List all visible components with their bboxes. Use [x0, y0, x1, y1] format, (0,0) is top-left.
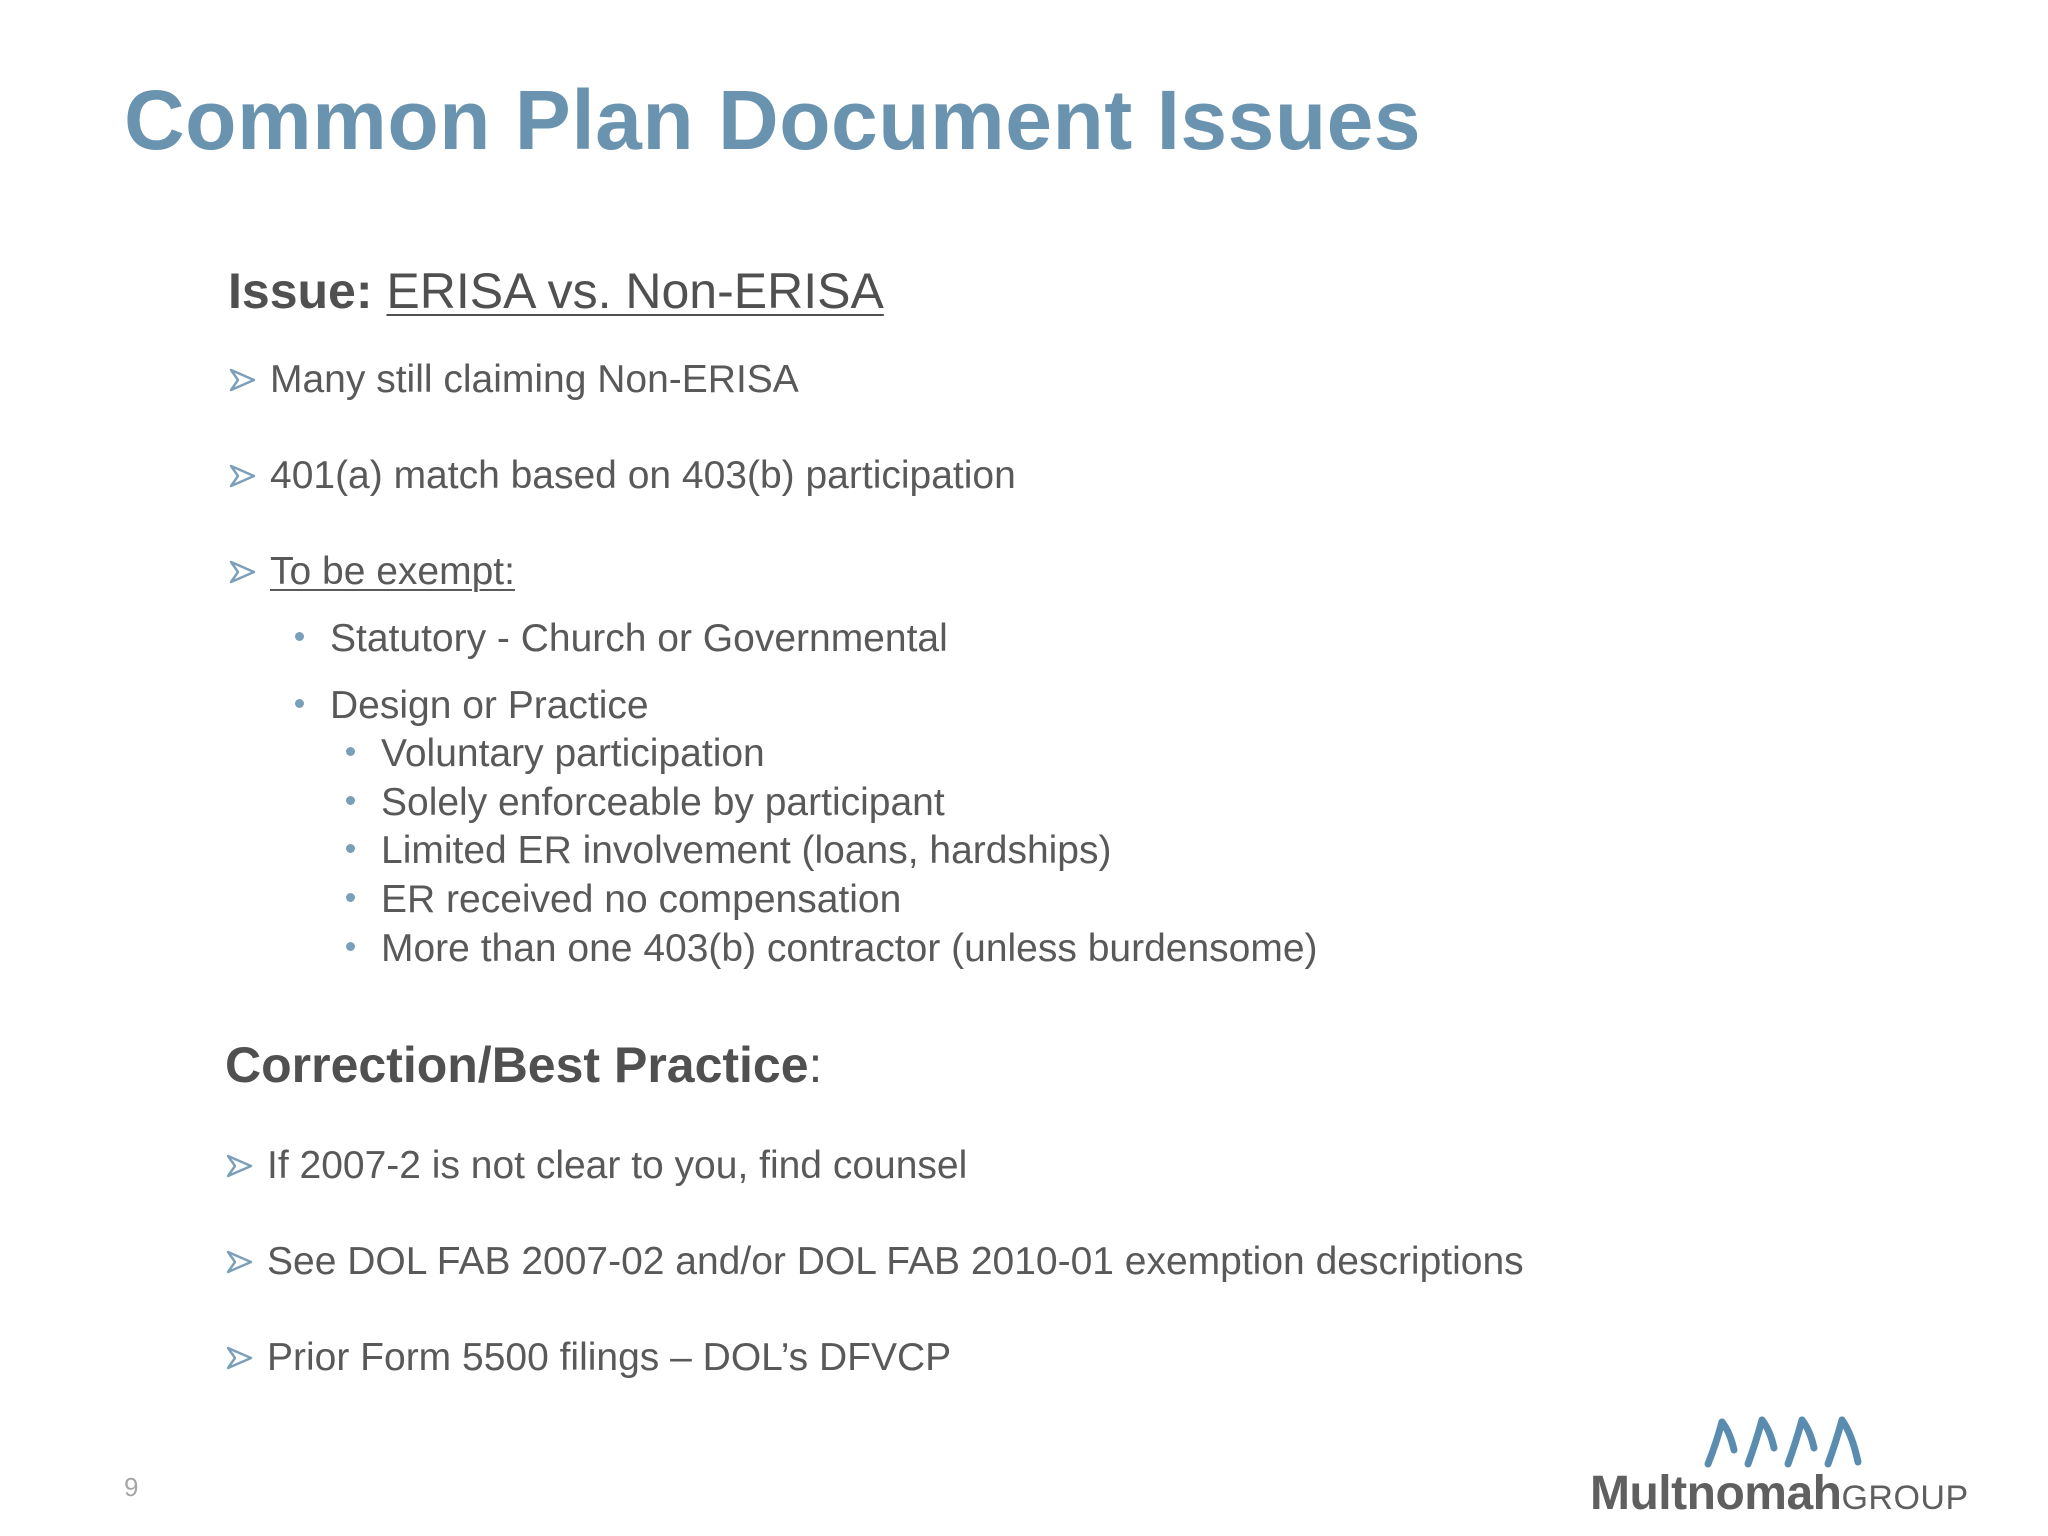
- design-item: [346, 779, 945, 827]
- issue-topic: ERISA vs. Non-ERISA: [386, 263, 884, 319]
- exempt-item-text: Design or Practice: [330, 684, 649, 727]
- correction-point-text: See DOL FAB 2007-02 and/or DOL FAB 2010-01 exemption descriptions: [267, 1240, 1524, 1283]
- arrow-bullet-icon: [225, 1151, 255, 1181]
- exempt-item: [295, 615, 948, 663]
- company-logo: [1590, 1410, 1990, 1520]
- design-item: [346, 730, 765, 778]
- design-item-text: ER received no compensation: [381, 878, 902, 921]
- dot-bullet-icon: [346, 844, 355, 853]
- design-item-text: More than one 403(b) contractor (unless burdensome): [381, 927, 1318, 970]
- issue-point-text: To be exempt:: [270, 550, 515, 593]
- dot-bullet-icon: [346, 796, 355, 805]
- design-item: [346, 876, 901, 924]
- issue-point: [228, 356, 799, 404]
- design-item-text: Voluntary participation: [381, 732, 765, 775]
- correction-point: [225, 1334, 951, 1382]
- dot-bullet-icon: [346, 893, 355, 902]
- arrow-bullet-icon: [228, 557, 258, 587]
- logo-name: Multnomah: [1590, 1467, 1842, 1520]
- logo-group: GROUP: [1841, 1479, 1969, 1517]
- correction-colon: :: [808, 1037, 823, 1093]
- issue-point: [228, 548, 515, 596]
- correction-label: Correction/Best Practice: [225, 1037, 809, 1093]
- arrow-bullet-icon: [225, 1247, 255, 1277]
- issue-point-text: Many still claiming Non-ERISA: [270, 358, 799, 401]
- arrow-bullet-icon: [228, 365, 258, 395]
- logo-text: [1590, 1466, 1969, 1521]
- correction-point-text: If 2007-2 is not clear to you, find counsel: [267, 1144, 968, 1187]
- page-number: 9: [124, 1472, 139, 1502]
- issue-label: Issue:: [228, 263, 373, 319]
- correction-point: [225, 1142, 967, 1190]
- issue-point: [228, 452, 1016, 500]
- slide-title: Common Plan Document Issues: [124, 73, 1422, 167]
- design-item-text: Limited ER involvement (loans, hardships): [381, 829, 1112, 872]
- design-item: [346, 827, 1112, 875]
- design-item: [346, 925, 1318, 973]
- correction-point-text: Prior Form 5500 filings – DOL’s DFVCP: [267, 1336, 952, 1379]
- arrow-bullet-icon: [228, 461, 258, 491]
- dot-bullet-icon: [295, 632, 304, 641]
- dot-bullet-icon: [295, 699, 304, 708]
- correction-heading: [225, 1036, 822, 1094]
- dot-bullet-icon: [346, 747, 355, 756]
- exempt-item: [295, 682, 649, 730]
- exempt-item-text: Statutory - Church or Governmental: [330, 617, 948, 660]
- dot-bullet-icon: [346, 942, 355, 951]
- issue-heading: [228, 262, 884, 320]
- design-item-text: Solely enforceable by participant: [381, 781, 945, 824]
- correction-point: [225, 1238, 1524, 1286]
- arrow-bullet-icon: [225, 1343, 255, 1373]
- issue-point-text: 401(a) match based on 403(b) participation: [270, 454, 1016, 497]
